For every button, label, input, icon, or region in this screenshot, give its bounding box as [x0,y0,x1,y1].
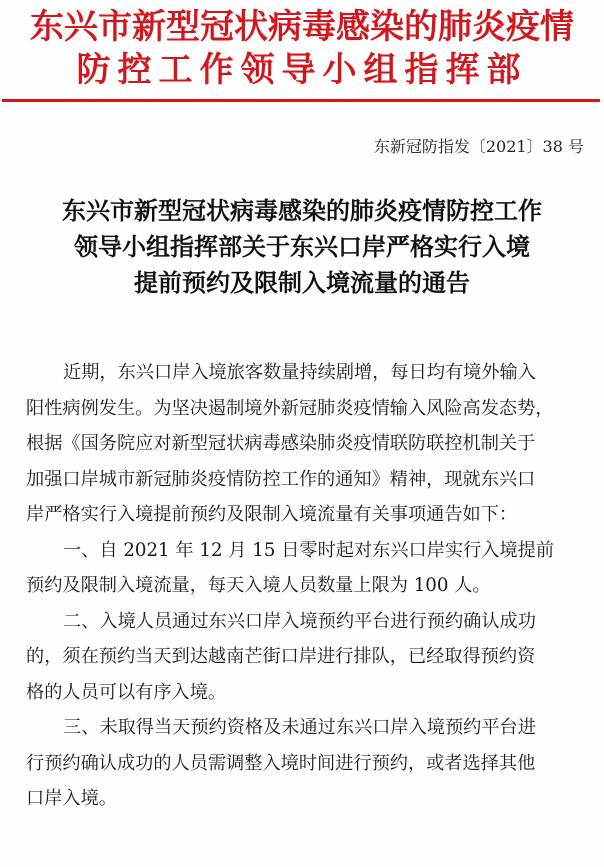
title-line-2: 领导小组指挥部关于东兴口岸严格实行入境 [74,232,530,261]
item-2-paragraph [26,604,582,711]
item-3-line-3: 口岸入境。 [26,788,117,809]
title-line-1: 东兴市新型冠状病毒感染的肺炎疫情防控工作 [62,196,542,225]
issuing-authority-header [10,6,594,92]
item-1-line-1: 一、自 2021 年 12 月 15 日零时起对东兴口岸实行入境提前 [63,539,555,561]
item-2-line-3: 格的人员可以有序入境。 [26,681,227,703]
notice-title [8,193,596,301]
item-1-line-2: 预约及限制入境流量，每天入境人员数量上限为 100 人。 [26,575,491,596]
intro-line-3: 根据《国务院应对新型冠状病毒感染肺炎疫情联防联控机制关于 [26,433,536,454]
item-2-line-2: 的，须在预约当天到达越南芒街口岸进行排队，已经取得预约资 [26,646,536,667]
intro-line-4: 加强口岸城市新冠肺炎疫情防控工作的通知》精神，现就东兴口 [26,468,536,490]
intro-paragraph [26,355,582,533]
red-divider [2,99,600,102]
title-line-3: 提前预约及限制入境流量的通告 [134,268,470,297]
intro-line-5: 岸严格实行入境提前预约及限制入境流量有关事项通告如下： [26,504,518,525]
intro-line-2: 阳性病例发生。为坚决遏制境外新冠肺炎疫情输入风险高发态势， [26,397,554,419]
item-3-line-1: 三、未取得当天预约资格及未通过东兴口岸入境预约平台进 [63,717,536,738]
item-2-line-1: 二、入境人员通过东兴口岸入境预约平台进行预约确认成功 [63,610,536,632]
intro-line-1: 近期，东兴口岸入境旅客数量持续剧增，每日均有境外输入 [63,362,536,383]
item-3-line-2: 行预约确认成功的人员需调整入境时间进行预约，或者选择其他 [26,752,536,774]
item-1-paragraph [26,533,582,604]
header-line-2: 防控工作领导小组指挥部 [76,50,528,90]
header-line-1: 东兴市新型冠状病毒感染的肺炎疫情 [30,7,574,47]
notice-body [26,355,582,817]
document-number: 东新冠防指发〔2021〕38 号 [373,137,584,156]
item-3-paragraph [26,710,582,817]
